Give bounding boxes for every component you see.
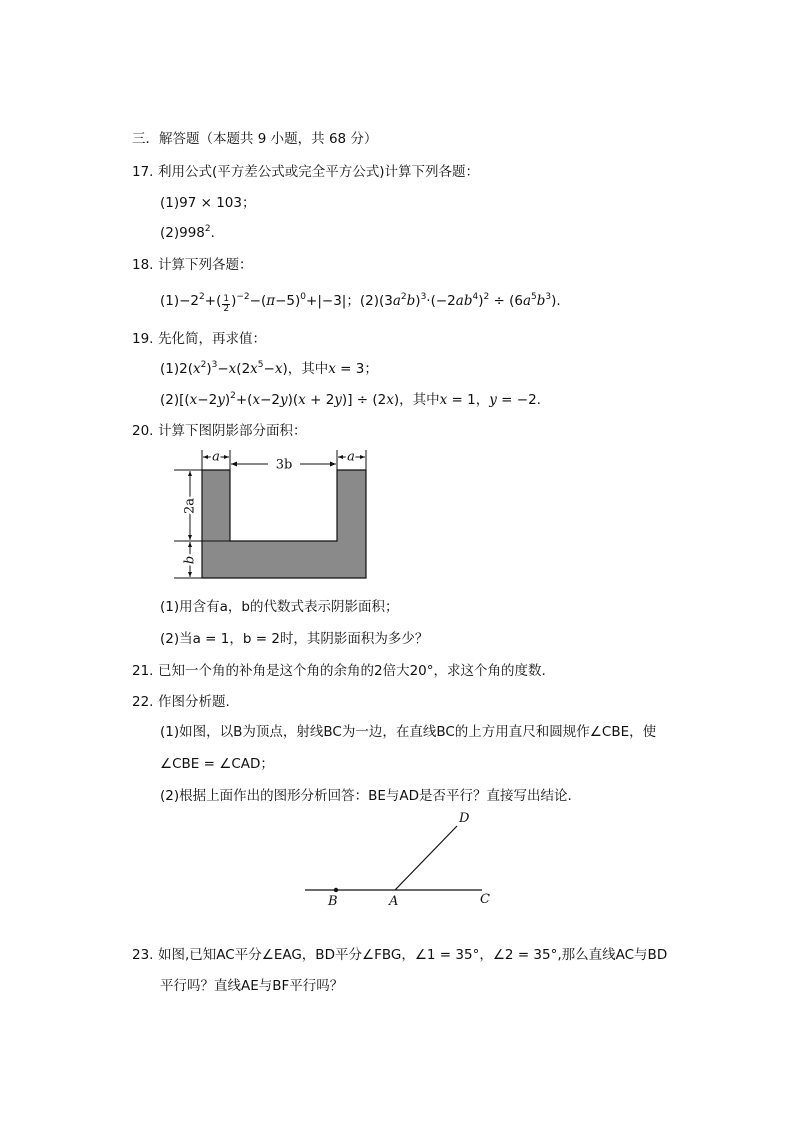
arrow-head [188, 471, 192, 476]
question-stem: 先化简，再求值： [158, 331, 266, 347]
question-stem: 作图分析题. [158, 694, 230, 710]
q17-part-2 [160, 223, 215, 243]
question-17 [132, 162, 479, 182]
question-21 [132, 661, 546, 681]
arrow-head [188, 542, 192, 547]
arrow-head [203, 455, 208, 459]
q18-expression: $(1)-2^2+$( $\frac{1}{2}$ )$^{-2}-(\pi-5)^0+|-3|$；$(2)(3a^2b)^3\cdot(-2ab^4)^2 \div (6a^5b^3)$. [160, 292, 561, 314]
label-a-left: a [212, 449, 220, 465]
arrow-head [224, 455, 229, 459]
label-a-right: a [347, 449, 355, 465]
question-number: 23. [132, 947, 154, 963]
question-stem: 如图,已知AC平分∠EAG，BD平分∠FBG，∠1 = 35°，∠2 = 35°,那么直线AC与BD [158, 947, 668, 963]
label-a: A [389, 894, 399, 908]
arrow-head [360, 455, 365, 459]
question-19 [132, 329, 266, 349]
angle-figure [300, 808, 500, 908]
q17-part-1: (1)97 × 103； [160, 195, 256, 211]
q19-part-2: $(2)[(x-2y)^2+(x-2y)(x + 2y)] \div (2x)$，其中x = 1，y = −2. [160, 391, 541, 408]
ray-ad [395, 826, 457, 890]
question-stem: 计算下列各题： [158, 257, 253, 273]
question-number: 20. [132, 423, 154, 439]
question-20 [132, 421, 307, 441]
q17-part-2-end: . [210, 225, 215, 241]
question-stem: 利用公式(平方差公式或完全平方公式)计算下列各题： [158, 164, 480, 180]
q19-part-1: $(1)2(x^2)^3-x(2x^5-x)$，其中x = 3； [160, 360, 378, 377]
label-d: D [459, 811, 470, 826]
question-22 [132, 692, 230, 712]
q23-line-2: 平行吗？直线AE与BF平行吗？ [160, 978, 344, 994]
question-stem: 已知一个角的补角是这个角的余角的2倍大20°，求这个角的度数. [158, 663, 546, 679]
arrow-head [188, 535, 192, 540]
question-number: 17. [132, 164, 154, 180]
shaded-region [202, 470, 366, 578]
arrow-head [330, 462, 336, 467]
q20-part-2: (2)当a = 1，b = 2时，其阴影面积为多少？ [160, 631, 429, 647]
label-b: B [328, 894, 338, 908]
question-number: 22. [132, 694, 154, 710]
shaded-area-figure [170, 445, 380, 585]
question-18 [132, 255, 253, 275]
question-stem: 计算下图阴影部分面积： [158, 423, 307, 439]
question-number: 21. [132, 663, 154, 679]
question-23 [132, 945, 667, 965]
label-3b: 3b [275, 457, 293, 473]
arrow-head [188, 572, 192, 577]
question-number: 19. [132, 331, 154, 347]
q20-part-1: (1)用含有a，b的代数式表示阴影面积； [160, 599, 399, 615]
question-number: 18. [132, 257, 154, 273]
label-2a: 2a [182, 497, 198, 515]
q22-part-1-line-2: ∠CBE = ∠CAD； [160, 756, 274, 772]
label-b: b [182, 555, 198, 565]
point-b [334, 888, 338, 892]
q22-part-2: (2)根据上面作出的图形分析回答：BE与AD是否平行？直接写出结论. [160, 788, 572, 804]
label-c: C [480, 892, 490, 907]
q17-part-2-exponent: 2 [204, 224, 211, 234]
q17-part-2-base: (2)998 [160, 225, 205, 241]
q22-part-1-line-1: (1)如图，以B为顶点，射线BC为一边，在直线BC的上方用直尺和圆规作∠CBE，使 [160, 724, 657, 740]
arrow-head [338, 455, 343, 459]
section-heading: 三．解答题（本题共 9 小题，共 68 分） [132, 131, 378, 147]
arrow-head [231, 462, 237, 467]
